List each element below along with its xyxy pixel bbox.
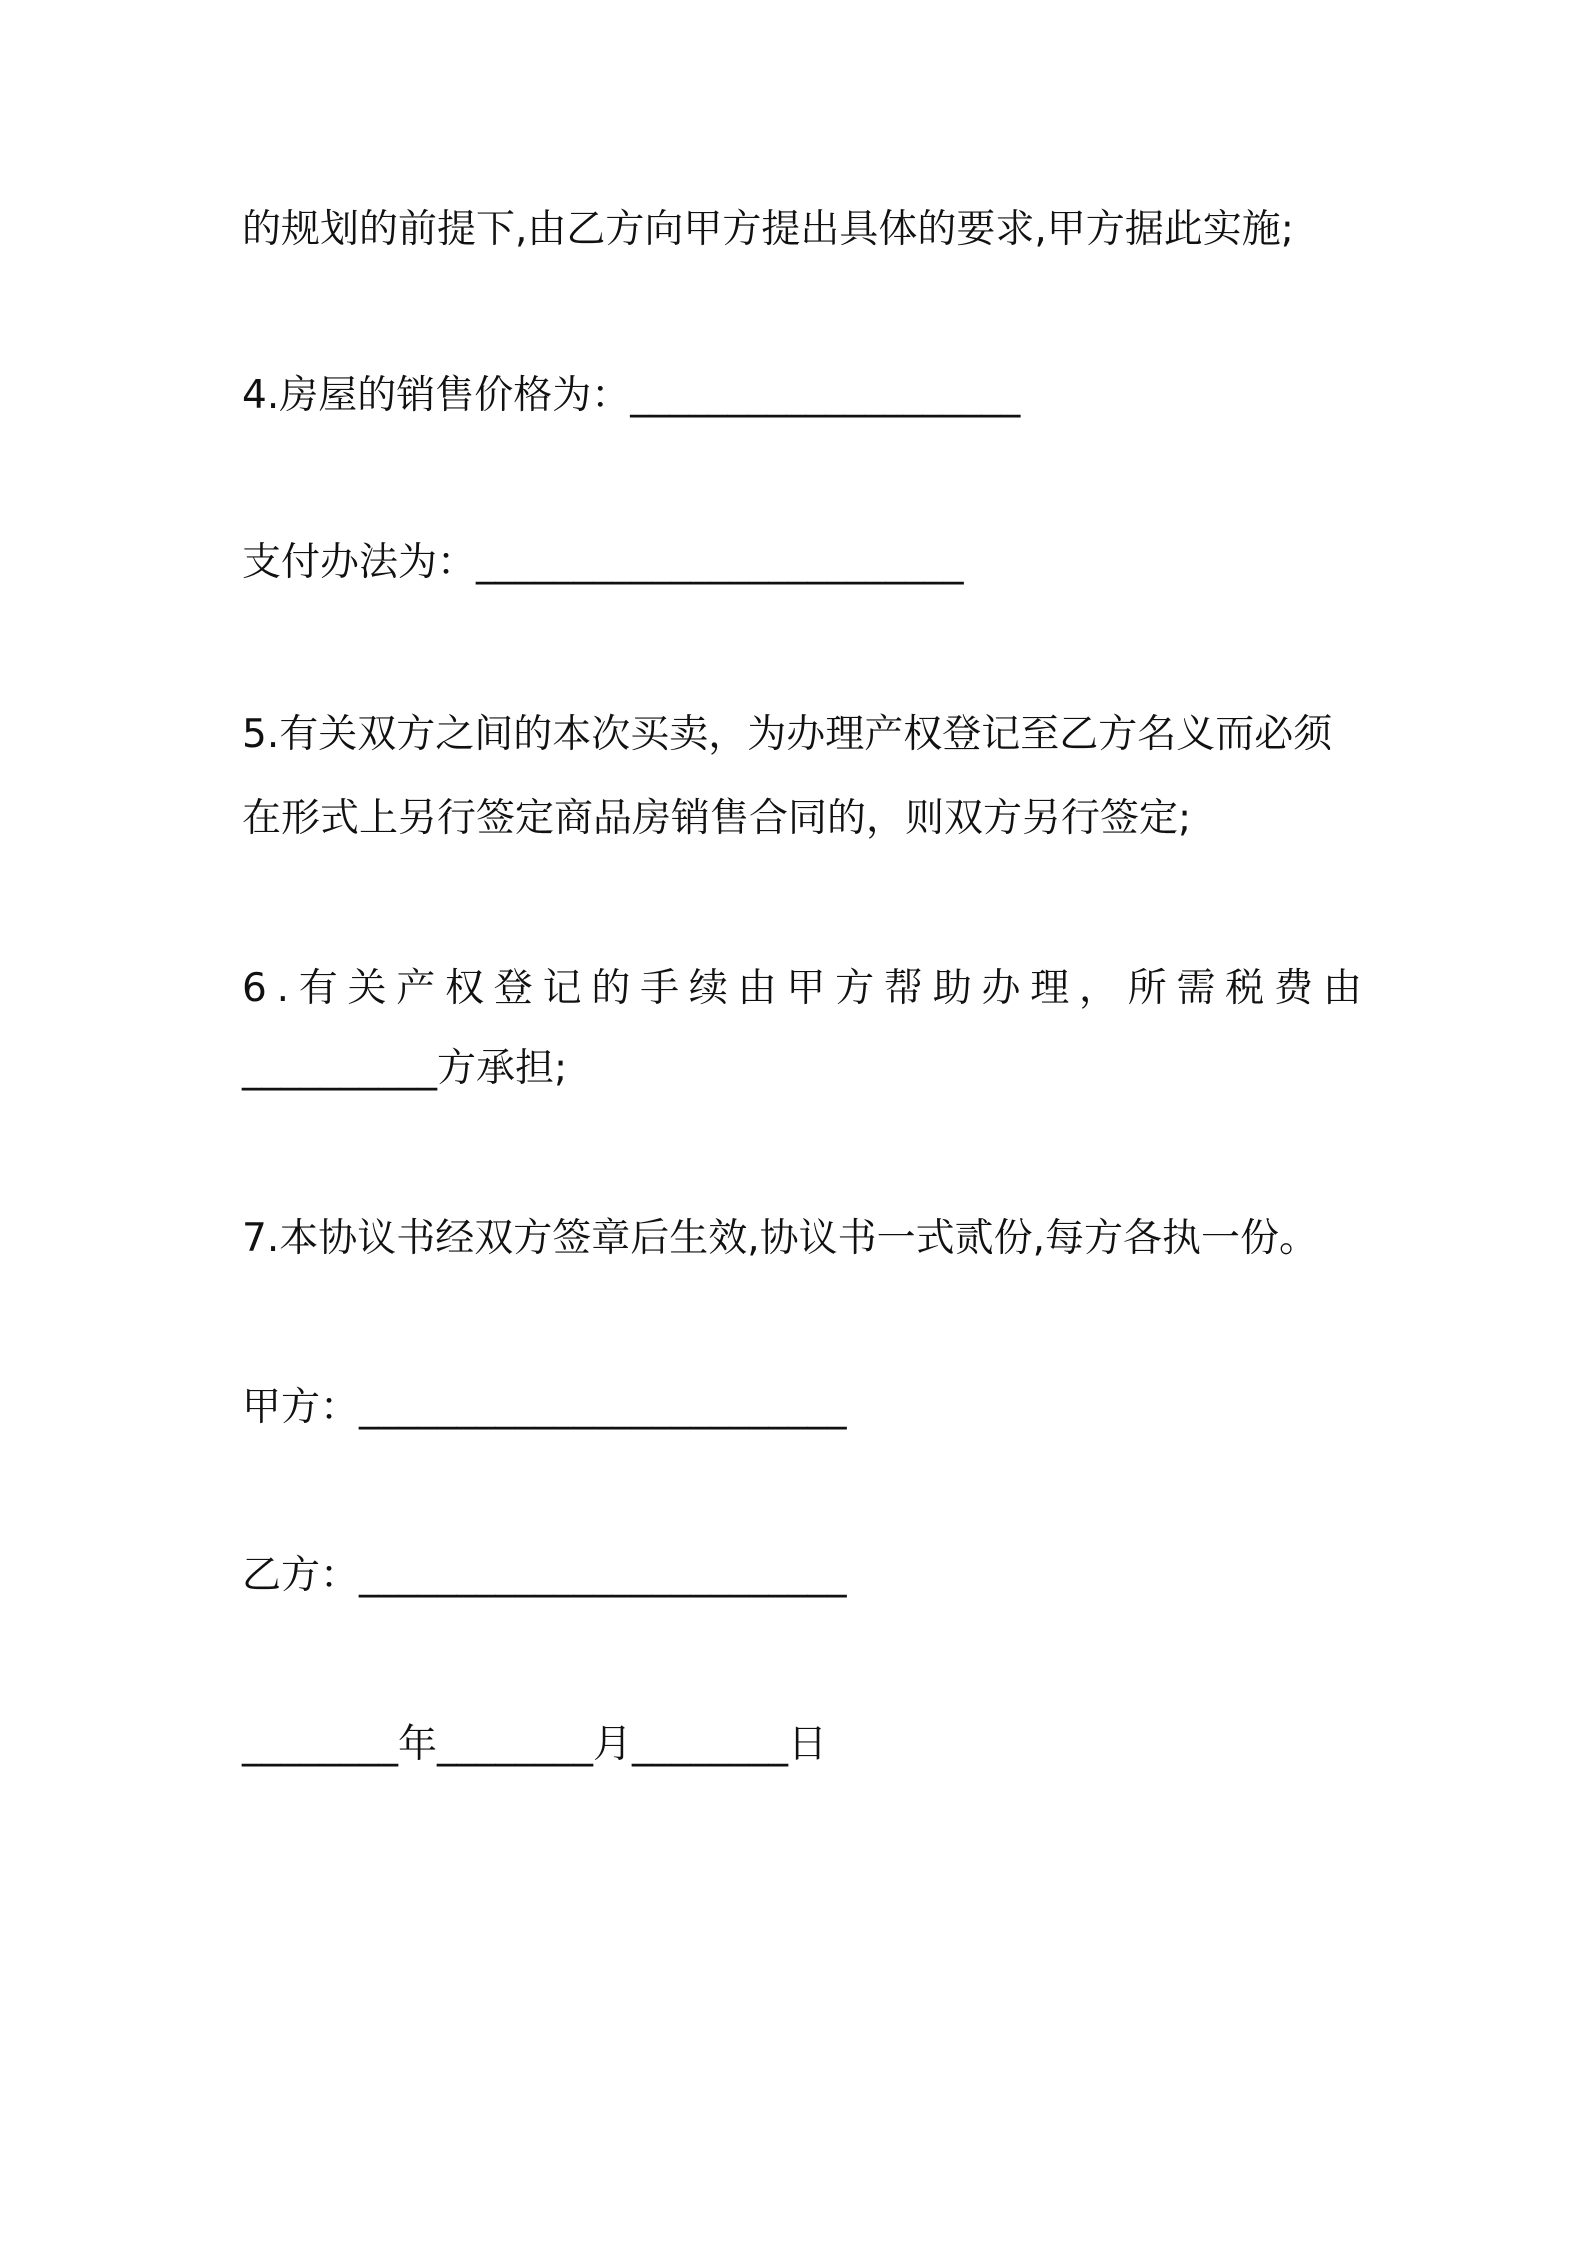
justified-char: 由 (737, 966, 777, 1011)
clause-6-line-1 (242, 964, 1362, 1014)
justified-char: 有 (298, 966, 338, 1011)
justified-char: 记 (542, 966, 582, 1011)
clause-4-sale-price: 4.房屋的销售价格为：____________________ (242, 373, 1021, 418)
party-a-signature-line: 甲方：_________________________ (242, 1385, 847, 1430)
justified-char: 的 (591, 966, 631, 1011)
justified-char: 需 (1176, 966, 1216, 1011)
clause-3-continuation: 的规划的前提下,由乙方向甲方提出具体的要求,甲方据此实施; (242, 207, 1294, 252)
justified-char: 手 (640, 966, 680, 1011)
date-line: ________年________月________日 (242, 1722, 828, 1767)
justified-char: 费 (1274, 966, 1314, 1011)
justified-char: . (276, 966, 289, 1011)
clause-5-line-2: 在形式上另行签定商品房销售合同的，则双方另行签定; (242, 796, 1192, 841)
justified-char: 登 (493, 966, 533, 1011)
clause-6-line-2: __________方承担; (242, 1046, 568, 1091)
justified-char: 助 (932, 966, 972, 1011)
clause-5-line-1: 5.有关双方之间的本次买卖，为办理产权登记至乙方名义而必须 (242, 712, 1333, 757)
justified-char: 帮 (883, 966, 923, 1011)
clause-7: 7.本协议书经双方签章后生效,协议书一式贰份,每方各执一份。 (242, 1216, 1319, 1261)
justified-char: 理 (1030, 966, 1070, 1011)
justified-char: ， (1078, 966, 1118, 1011)
justified-char: 方 (835, 966, 875, 1011)
justified-char: 由 (1322, 966, 1362, 1011)
party-b-signature-line: 乙方：_________________________ (242, 1553, 847, 1598)
justified-char: 续 (688, 966, 728, 1011)
justified-char: 甲 (786, 966, 826, 1011)
clause-4-payment-method: 支付办法为：_________________________ (242, 540, 964, 585)
justified-char: 办 (981, 966, 1021, 1011)
justified-char: 税 (1225, 966, 1265, 1011)
justified-char: 产 (396, 966, 436, 1011)
justified-char: 所 (1127, 966, 1167, 1011)
justified-char: 关 (347, 966, 387, 1011)
justified-char: 权 (445, 966, 485, 1011)
justified-char: 6 (242, 966, 267, 1011)
